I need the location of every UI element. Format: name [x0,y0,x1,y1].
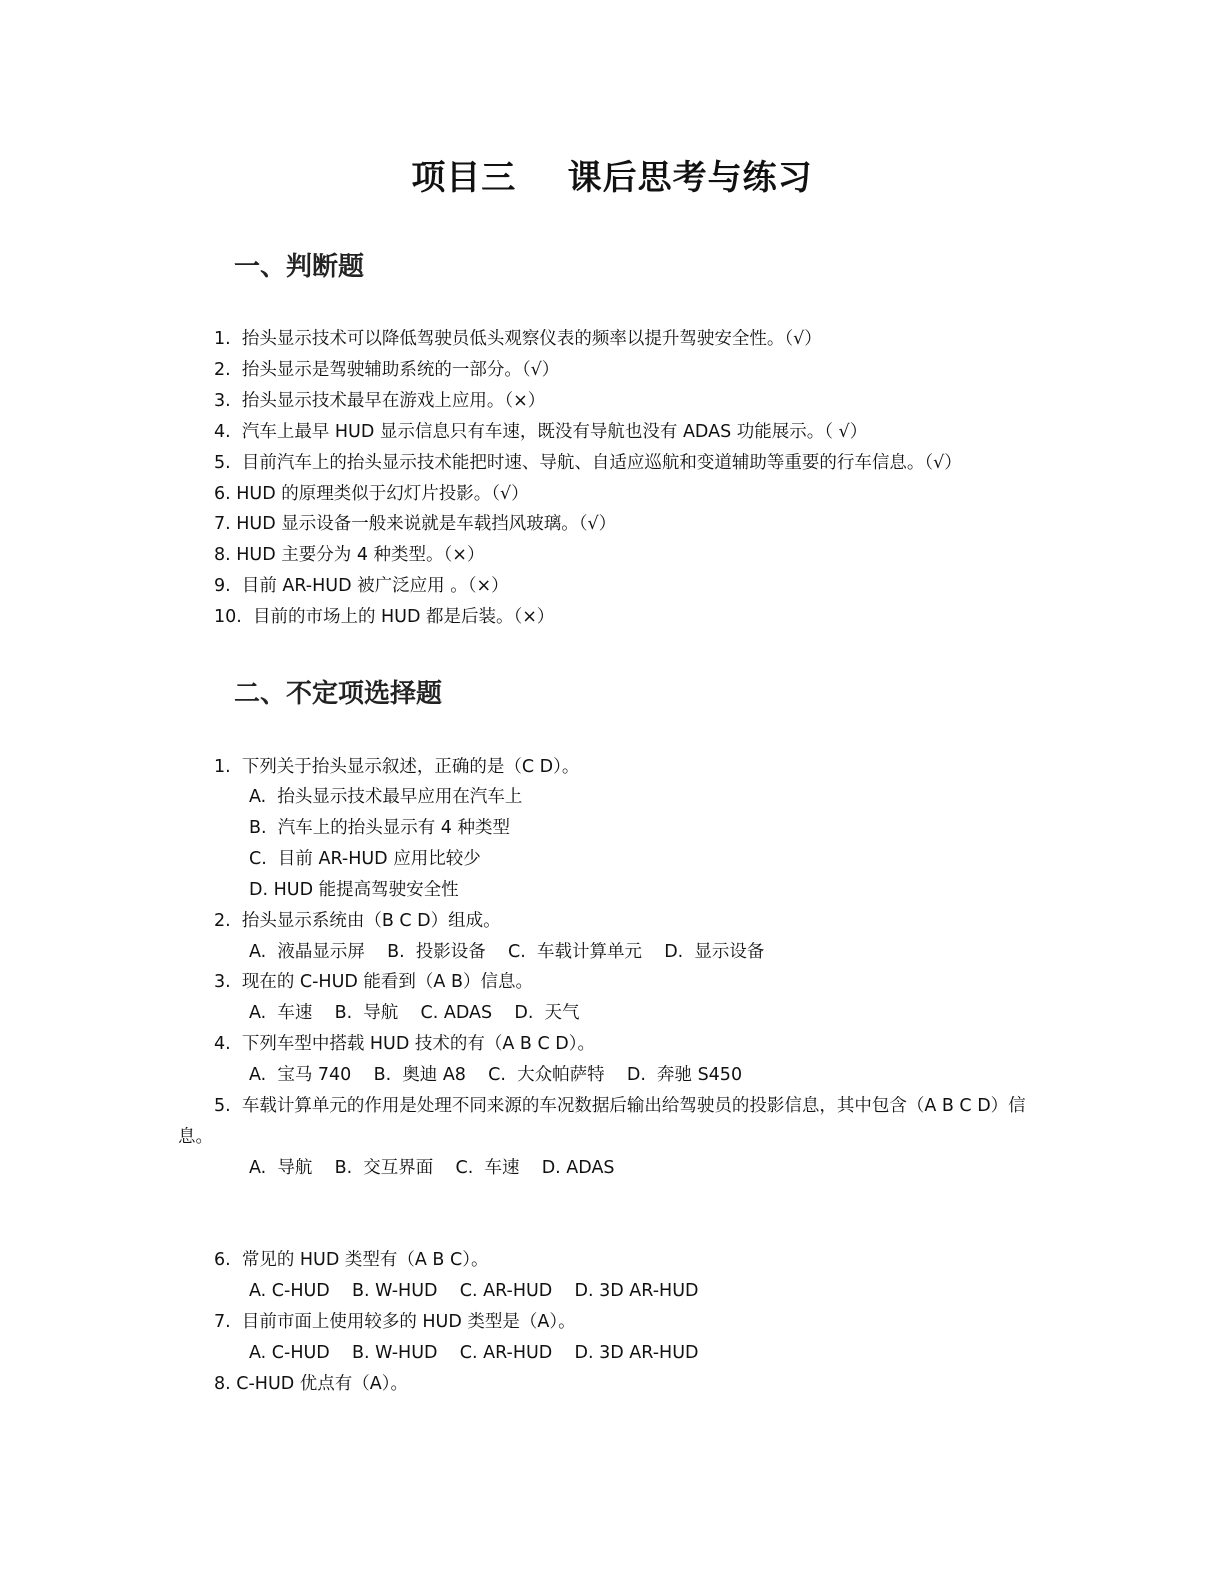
section-heading-true-false: 一、判断题 [234,252,365,282]
true-false-item: 9. 目前 AR-HUD 被广泛应用 。（×） [214,576,509,596]
section-heading-multiple-choice: 二、不定项选择题 [234,679,443,709]
choice-option: A. 抬头显示技术最早应用在汽车上 [249,787,523,807]
choice-option: D. HUD 能提高驾驶安全性 [249,880,459,900]
choice-question: 6. 常见的 HUD 类型有（A B C）。 [214,1250,489,1270]
choice-option: A. 车速 B. 导航 C. ADAS D. 天气 [249,1003,580,1023]
choice-option: B. 汽车上的抬头显示有 4 种类型 [249,818,510,838]
true-false-item: 4. 汽车上最早 HUD 显示信息只有车速，既没有导航也没有 ADAS 功能展示。（ √） [214,422,868,442]
true-false-item: 3. 抬头显示技术最早在游戏上应用。（×） [214,391,546,411]
choice-option: A. 宝马 740 B. 奥迪 A8 C. 大众帕萨特 D. 奔驰 S450 [249,1065,743,1085]
true-false-item: 6. HUD 的原理类似于幻灯片投影。（√） [214,484,529,504]
choice-option: A. C-HUD B. W-HUD C. AR-HUD D. 3D AR-HUD [249,1343,699,1363]
true-false-item: 2. 抬头显示是驾驶辅助系统的一部分。（√） [214,360,560,380]
choice-question: 5. 车载计算单元的作用是处理不同来源的车况数据后输出给驾驶员的投影信息，其中包含（A B C D）信 [214,1096,1026,1116]
true-false-item: 7. HUD 显示设备一般来说就是车载挡风玻璃。（√） [214,514,617,534]
choice-option: A. 液晶显示屏 B. 投影设备 C. 车载计算单元 D. 显示设备 [249,942,765,962]
choice-option: A. 导航 B. 交互界面 C. 车速 D. ADAS [249,1158,615,1178]
choice-question: 7. 目前市面上使用较多的 HUD 类型是（A）。 [214,1312,576,1332]
true-false-item: 1. 抬头显示技术可以降低驾驶员低头观察仪表的频率以提升驾驶安全性。（√） [214,329,822,349]
choice-question: 1. 下列关于抬头显示叙述，正确的是（C D）。 [214,757,580,777]
true-false-item: 8. HUD 主要分为 4 种类型。（×） [214,545,485,565]
true-false-item: 10. 目前的市场上的 HUD 都是后装。（×） [214,607,555,627]
true-false-item: 5. 目前汽车上的抬头显示技术能把时速、导航、自适应巡航和变道辅助等重要的行车信息。（√） [214,453,962,473]
choice-question-continuation: 息。 [178,1127,213,1147]
choice-question: 2. 抬头显示系统由（B C D）组成。 [214,911,501,931]
document-title: 项目三 课后思考与练习 [411,158,813,198]
choice-question: 8. C-HUD 优点有（A）。 [214,1374,409,1394]
choice-question: 3. 现在的 C-HUD 能看到（A B）信息。 [214,972,533,992]
choice-question: 4. 下列车型中搭载 HUD 技术的有（A B C D）。 [214,1034,595,1054]
choice-option: C. 目前 AR-HUD 应用比较少 [249,849,481,869]
choice-option: A. C-HUD B. W-HUD C. AR-HUD D. 3D AR-HUD [249,1281,699,1301]
